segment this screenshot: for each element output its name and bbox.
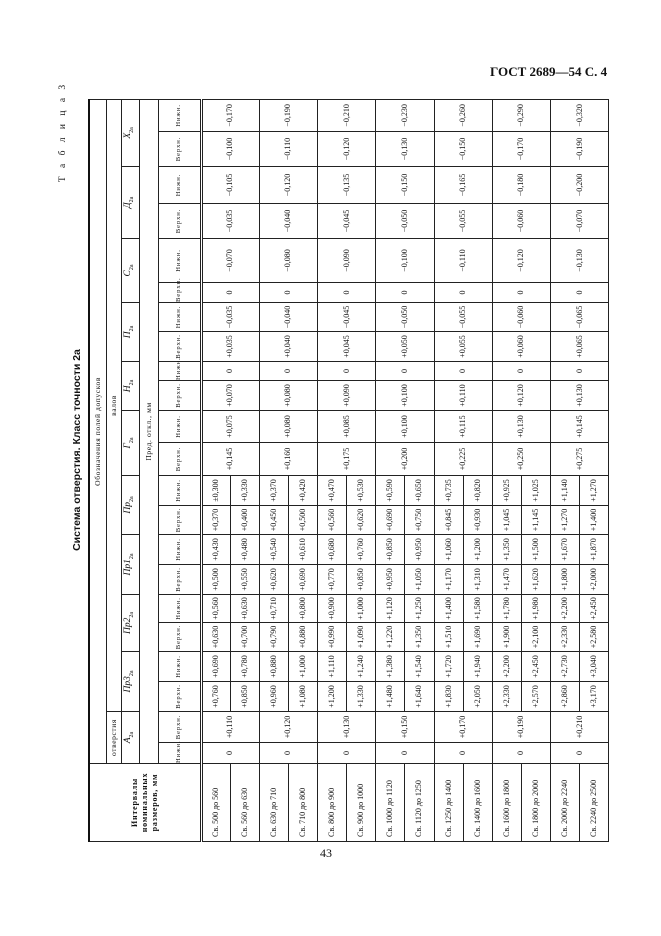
interval-cell: Св. 710 до 800: [288, 764, 317, 842]
symbol-main: Х: [123, 132, 134, 139]
page-number: 43: [320, 846, 332, 860]
shaft-deviation: 0: [376, 283, 434, 303]
table-label: Т а б л и ц а 3: [58, 81, 68, 183]
interval-cell: Св. 1000 до 1120: [376, 764, 405, 842]
press-fit-deviation: +1,350: [405, 623, 434, 652]
press-fit-deviation: +1,240: [347, 652, 376, 682]
press-fit-deviation: +1,690: [463, 623, 492, 652]
interval-cell: Св. 900 до 1000: [347, 764, 376, 842]
press-fit-deviation: +0,560: [201, 595, 230, 623]
shaft-deviation: −0,060: [492, 204, 550, 239]
field-symbol: [121, 652, 139, 712]
press-fit-deviation: +1,500: [522, 535, 551, 565]
field-symbol: [121, 535, 139, 595]
press-fit-deviation: +0,845: [434, 506, 463, 535]
symbol-subscript: 2а: [129, 553, 136, 560]
shaft-deviation: −0,190: [551, 132, 609, 167]
upper-deviation-label: Верхн.: [158, 332, 201, 362]
press-fit-deviation: +2,730: [551, 652, 580, 682]
press-fit-deviation: +2,100: [522, 623, 551, 652]
press-fit-deviation: +1,050: [405, 565, 434, 595]
press-fit-deviation: +0,700: [230, 623, 259, 652]
symbol-main: Пр1: [123, 559, 134, 576]
press-fit-deviation: +1,080: [288, 682, 317, 712]
press-fit-deviation: +3,170: [580, 682, 609, 712]
press-fit-deviation: +1,170: [434, 565, 463, 595]
shaft-deviation: 0: [318, 362, 376, 381]
shaft-deviation: −0,035: [201, 204, 259, 239]
hole-lower-deviation: 0: [318, 743, 376, 764]
shaft-deviation: +0,200: [376, 443, 434, 476]
hole-lower-deviation: 0: [376, 743, 434, 764]
upper-deviation-label: Верхн.: [158, 623, 201, 652]
press-fit-deviation: +1,000: [347, 595, 376, 623]
shaft-deviation: +0,070: [201, 381, 259, 411]
press-fit-deviation: +0,790: [259, 623, 288, 652]
press-fit-deviation: +1,025: [522, 476, 551, 506]
shaft-deviation: +0,045: [318, 332, 376, 362]
shafts-header: валов: [106, 99, 121, 711]
symbol-subscript: 2а: [129, 379, 136, 386]
hole-upper-deviation: +0,190: [492, 712, 550, 743]
table-row: [492, 99, 521, 841]
press-fit-deviation: +0,735: [434, 476, 463, 506]
shaft-deviation: −0,080: [259, 239, 317, 283]
interval-cell: Св. 1800 до 2000: [522, 764, 551, 842]
lower-deviation-label: Нижн.: [158, 239, 201, 283]
press-fit-deviation: +0,690: [288, 565, 317, 595]
shaft-deviation: −0,100: [201, 132, 259, 167]
shaft-deviation: 0: [201, 283, 259, 303]
shaft-deviation: +0,050: [376, 332, 434, 362]
press-fit-deviation: +0,630: [201, 623, 230, 652]
press-fit-deviation: +0,960: [259, 682, 288, 712]
press-fit-deviation: +1,120: [376, 595, 405, 623]
upper-deviation-label: Верхн.: [158, 204, 201, 239]
press-fit-deviation: +1,090: [347, 623, 376, 652]
press-fit-deviation: +2,200: [551, 595, 580, 623]
shaft-deviation: −0,105: [201, 167, 259, 204]
hole-lower-deviation: 0: [492, 743, 550, 764]
hole-upper-deviation: +0,110: [201, 712, 259, 743]
press-fit-deviation: +1,580: [463, 595, 492, 623]
press-fit-deviation: +1,620: [522, 565, 551, 595]
press-fit-deviation: +1,940: [463, 652, 492, 682]
press-fit-deviation: +0,630: [230, 595, 259, 623]
press-fit-deviation: +1,380: [376, 652, 405, 682]
symbol-main: Пр: [123, 502, 134, 514]
field-symbol: [121, 411, 139, 476]
symbol-main: A: [123, 737, 134, 744]
shaft-deviation: −0,050: [376, 204, 434, 239]
press-fit-deviation: +0,930: [463, 506, 492, 535]
field-symbol: [121, 476, 139, 535]
press-fit-deviation: +0,760: [347, 535, 376, 565]
symbol-main: Пр3: [123, 676, 134, 693]
shaft-deviation: −0,210: [318, 99, 376, 131]
shaft-deviation: −0,130: [551, 239, 609, 283]
table-row: [318, 99, 347, 841]
press-fit-deviation: +0,710: [259, 595, 288, 623]
shaft-deviation: +0,145: [551, 411, 609, 443]
press-fit-deviation: +1,350: [492, 535, 521, 565]
shaft-deviation: +0,115: [434, 411, 492, 443]
press-fit-deviation: +2,000: [580, 565, 609, 595]
press-fit-deviation: +0,880: [288, 623, 317, 652]
press-fit-deviation: +1,540: [405, 652, 434, 682]
shaft-deviation: −0,260: [434, 99, 492, 131]
shaft-deviation: −0,120: [259, 167, 317, 204]
press-fit-deviation: +0,560: [318, 506, 347, 535]
intervals-header: Интервалы номинальных размеров, мм: [89, 764, 201, 842]
symbol-main: Г: [123, 443, 134, 449]
press-fit-deviation: +0,750: [405, 506, 434, 535]
shaft-deviation: −0,290: [492, 99, 550, 131]
press-fit-deviation: +2,330: [551, 623, 580, 652]
press-fit-deviation: +0,550: [230, 565, 259, 595]
press-fit-deviation: +0,590: [376, 476, 405, 506]
press-fit-deviation: +1,980: [522, 595, 551, 623]
page-header: ГОСТ 2689—54 С. 4: [490, 64, 608, 79]
press-fit-deviation: +1,270: [551, 506, 580, 535]
interval-cell: Св. 1400 до 1600: [463, 764, 492, 842]
shaft-deviation: −0,045: [318, 204, 376, 239]
press-fit-deviation: +0,610: [288, 535, 317, 565]
press-fit-deviation: +0,990: [318, 623, 347, 652]
upper-deviation-label: Верхн.: [158, 565, 201, 595]
shaft-deviation: −0,200: [551, 167, 609, 204]
press-fit-deviation: +1,480: [376, 682, 405, 712]
symbol-main: П: [123, 331, 134, 339]
lower-deviation-label: Нижн.: [158, 476, 201, 506]
shaft-deviation: −0,050: [376, 303, 434, 332]
interval-cell: Св. 630 до 710: [259, 764, 288, 842]
symbol-subscript: 2а: [129, 325, 136, 332]
shaft-deviation: +0,100: [376, 411, 434, 443]
hole-lower-deviation: 0: [434, 743, 492, 764]
lower-deviation-label: Нижн.: [158, 535, 201, 565]
lower-deviation-label: Нижн.: [158, 411, 201, 443]
shaft-deviation: −0,230: [376, 99, 434, 131]
table-row: [551, 99, 580, 841]
press-fit-deviation: +1,330: [347, 682, 376, 712]
press-fit-deviation: +1,110: [318, 652, 347, 682]
shaft-deviation: +0,080: [259, 381, 317, 411]
press-fit-deviation: +0,880: [259, 652, 288, 682]
press-fit-deviation: +0,500: [201, 565, 230, 595]
shaft-deviation: −0,065: [551, 303, 609, 332]
press-fit-deviation: +0,820: [463, 476, 492, 506]
shaft-deviation: +0,060: [492, 332, 550, 362]
symbol-subscript: 2а: [129, 611, 136, 618]
table-row: [434, 99, 463, 841]
shaft-deviation: +0,075: [201, 411, 259, 443]
upper-deviation-label: Верхн.: [158, 443, 201, 476]
shaft-deviation: +0,100: [376, 381, 434, 411]
table-row: [259, 99, 288, 841]
press-fit-deviation: +0,450: [259, 506, 288, 535]
press-fit-deviation: +0,950: [376, 565, 405, 595]
press-fit-deviation: +1,310: [463, 565, 492, 595]
shaft-deviation: +0,085: [318, 411, 376, 443]
press-fit-deviation: +1,640: [405, 682, 434, 712]
press-fit-deviation: +3,040: [580, 652, 609, 682]
press-fit-deviation: +0,780: [230, 652, 259, 682]
press-fit-deviation: +1,800: [551, 565, 580, 595]
symbol-subscript: 2а: [129, 437, 136, 444]
rotated-table-wrapper: [88, 100, 608, 842]
press-fit-deviation: ±0,300: [201, 476, 230, 506]
shaft-deviation: −0,150: [376, 167, 434, 204]
hole-upper-deviation: +0,170: [434, 712, 492, 743]
press-fit-deviation: +0,950: [405, 535, 434, 565]
press-fit-deviation: +1,200: [463, 535, 492, 565]
upper-deviation-label: Верхн.: [158, 381, 201, 411]
shaft-deviation: −0,055: [434, 303, 492, 332]
press-fit-deviation: +1,670: [551, 535, 580, 565]
table-row: [201, 99, 230, 841]
press-fit-deviation: +2,200: [492, 652, 521, 682]
shaft-deviation: −0,060: [492, 303, 550, 332]
shaft-deviation: +0,080: [259, 411, 317, 443]
press-fit-deviation: +0,760: [201, 682, 230, 712]
interval-cell: Св. 2240 до 2500: [580, 764, 609, 842]
press-fit-deviation: +0,800: [288, 595, 317, 623]
field-symbol: [121, 362, 139, 411]
press-fit-deviation: +0,680: [318, 535, 347, 565]
shaft-deviation: +0,145: [201, 443, 259, 476]
upper-deviation-label: Верхн.: [158, 506, 201, 535]
shaft-deviation: +0,055: [434, 332, 492, 362]
shaft-deviation: +0,065: [551, 332, 609, 362]
hole-lower-deviation: 0: [201, 743, 259, 764]
table-row: [376, 99, 405, 841]
deviations-header: Пред. откл., мм: [139, 99, 158, 763]
interval-cell: Св. 800 до 900: [318, 764, 347, 842]
shaft-deviation: −0,035: [201, 303, 259, 332]
shaft-deviation: +0,130: [492, 411, 550, 443]
shaft-deviation: 0: [492, 283, 550, 303]
press-fit-deviation: +0,540: [259, 535, 288, 565]
shaft-deviation: +0,090: [318, 381, 376, 411]
field-symbol: [121, 99, 139, 166]
interval-cell: Св. 1250 до 1400: [434, 764, 463, 842]
upper-deviation-label: Верхн.: [158, 682, 201, 712]
press-fit-deviation: +1,000: [288, 652, 317, 682]
upper-deviation-label: Верхн.: [158, 712, 201, 743]
press-fit-deviation: +1,220: [376, 623, 405, 652]
upper-deviation-label: Верхн.: [158, 132, 201, 167]
press-fit-deviation: +0,620: [259, 565, 288, 595]
symbol-main: Д: [123, 202, 134, 209]
hole-upper-deviation: +0,130: [318, 712, 376, 743]
press-fit-deviation: +2,450: [522, 652, 551, 682]
field-symbol: [121, 167, 139, 239]
shaft-deviation: 0: [434, 362, 492, 381]
shaft-deviation: −0,100: [376, 239, 434, 283]
press-fit-deviation: +0,650: [405, 476, 434, 506]
press-fit-deviation: +0,850: [347, 565, 376, 595]
shaft-deviation: +0,175: [318, 443, 376, 476]
lower-deviation-label: Нижн.: [158, 595, 201, 623]
press-fit-deviation: +2,580: [580, 623, 609, 652]
interval-cell: Св. 1120 до 1250: [405, 764, 434, 842]
press-fit-deviation: +1,045: [492, 506, 521, 535]
shaft-deviation: −0,190: [259, 99, 317, 131]
hole-lower-deviation: 0: [259, 743, 317, 764]
shaft-deviation: −0,135: [318, 167, 376, 204]
press-fit-deviation: +2,330: [492, 682, 521, 712]
press-fit-deviation: +1,140: [551, 476, 580, 506]
press-fit-deviation: +1,720: [434, 652, 463, 682]
shaft-deviation: −0,055: [434, 204, 492, 239]
shaft-deviation: +0,040: [259, 332, 317, 362]
symbol-subscript: 2а: [129, 196, 136, 203]
press-fit-deviation: +0,770: [318, 565, 347, 595]
press-fit-deviation: +1,510: [434, 623, 463, 652]
symbol-subscript: 2а: [129, 496, 136, 503]
shaft-deviation: −0,180: [492, 167, 550, 204]
shaft-deviation: −0,150: [434, 132, 492, 167]
shaft-deviation: 0: [259, 362, 317, 381]
press-fit-deviation: +0,370: [201, 506, 230, 535]
press-fit-deviation: +1,400: [580, 506, 609, 535]
press-fit-deviation: +1,870: [580, 535, 609, 565]
shaft-deviation: +0,130: [551, 381, 609, 411]
press-fit-deviation: +1,780: [492, 595, 521, 623]
hole-upper-deviation: +0,150: [376, 712, 434, 743]
press-fit-deviation: +0,925: [492, 476, 521, 506]
shaft-deviation: −0,040: [259, 303, 317, 332]
press-fit-deviation: +0,690: [376, 506, 405, 535]
shaft-deviation: 0: [434, 283, 492, 303]
interval-cell: Св. 500 до 560: [201, 764, 230, 842]
field-symbol: [121, 303, 139, 362]
shaft-deviation: −0,090: [318, 239, 376, 283]
lower-deviation-label: Нижн.: [158, 743, 201, 764]
shaft-deviation: +0,110: [434, 381, 492, 411]
press-fit-deviation: +0,400: [230, 506, 259, 535]
field-symbol: [121, 595, 139, 652]
press-fit-deviation: +0,850: [376, 535, 405, 565]
press-fit-deviation: +1,145: [522, 506, 551, 535]
shaft-deviation: −0,130: [376, 132, 434, 167]
hole-lower-deviation: 0: [551, 743, 609, 764]
symbol-subscript: 2а: [129, 264, 136, 271]
table-title: Система отверстия. Класс точности 2а: [71, 349, 83, 551]
press-fit-deviation: +0,620: [347, 506, 376, 535]
shaft-deviation: 0: [201, 362, 259, 381]
symbol-main: Пр2: [123, 617, 134, 635]
symbol-subscript: 2а: [129, 731, 136, 738]
press-fit-deviation: +2,860: [551, 682, 580, 712]
lower-deviation-label: Нижн.: [158, 167, 201, 204]
press-fit-deviation: +2,570: [522, 682, 551, 712]
press-fit-deviation: +2,450: [580, 595, 609, 623]
shaft-deviation: +0,035: [201, 332, 259, 362]
shaft-deviation: −0,070: [201, 239, 259, 283]
interval-cell: Св. 2000 до 2240: [551, 764, 580, 842]
shaft-deviation: +0,160: [259, 443, 317, 476]
press-fit-deviation: +1,250: [405, 595, 434, 623]
shaft-deviation: −0,170: [492, 132, 550, 167]
press-fit-deviation: +0,370: [259, 476, 288, 506]
press-fit-deviation: +1,200: [318, 682, 347, 712]
shaft-deviation: −0,170: [201, 99, 259, 131]
press-fit-deviation: +1,270: [580, 476, 609, 506]
symbol-subscript: 2а: [129, 670, 136, 677]
symbol-main: С: [123, 270, 134, 277]
press-fit-deviation: +0,850: [230, 682, 259, 712]
shaft-deviation: −0,070: [551, 204, 609, 239]
lower-deviation-label: Нижн.: [158, 652, 201, 682]
press-fit-deviation: +0,500: [288, 506, 317, 535]
upper-deviation-label: Верхн.: [158, 283, 201, 303]
shaft-deviation: −0,120: [492, 239, 550, 283]
press-fit-deviation: +2,050: [463, 682, 492, 712]
press-fit-deviation: +0,480: [230, 535, 259, 565]
shaft-deviation: +0,225: [434, 443, 492, 476]
field-symbol: [121, 712, 139, 764]
symbol-main: Н: [123, 385, 134, 393]
press-fit-deviation: +0,430: [201, 535, 230, 565]
press-fit-deviation: +1,900: [492, 623, 521, 652]
press-fit-deviation: +0,900: [318, 595, 347, 623]
symbol-subscript: 2а: [129, 127, 136, 133]
shaft-deviation: +0,275: [551, 443, 609, 476]
lower-deviation-label: Нижн.: [158, 99, 201, 131]
press-fit-deviation: +0,530: [347, 476, 376, 506]
press-fit-deviation: +1,060: [434, 535, 463, 565]
shaft-deviation: −0,165: [434, 167, 492, 204]
shaft-deviation: +0,120: [492, 381, 550, 411]
shaft-deviation: −0,040: [259, 204, 317, 239]
holes-header: отверстия: [106, 712, 121, 764]
press-fit-deviation: +0,420: [288, 476, 317, 506]
shaft-deviation: 0: [551, 362, 609, 381]
shaft-deviation: −0,120: [318, 132, 376, 167]
press-fit-deviation: +0,690: [201, 652, 230, 682]
shaft-deviation: 0: [551, 283, 609, 303]
hole-upper-deviation: +0,210: [551, 712, 609, 743]
interval-cell: Св. 1600 до 1800: [492, 764, 521, 842]
press-fit-deviation: +1,470: [492, 565, 521, 595]
shaft-deviation: −0,110: [259, 132, 317, 167]
shaft-deviation: −0,320: [551, 99, 609, 131]
field-symbol: [121, 239, 139, 303]
press-fit-deviation: +0,330: [230, 476, 259, 506]
shaft-deviation: 0: [376, 362, 434, 381]
shaft-deviation: 0: [492, 362, 550, 381]
press-fit-deviation: +0,470: [318, 476, 347, 506]
press-fit-deviation: +1,400: [434, 595, 463, 623]
press-fit-deviation: +1,830: [434, 682, 463, 712]
shaft-deviation: −0,110: [434, 239, 492, 283]
tolerance-table: [88, 99, 609, 842]
lower-deviation-label: Нижн.: [158, 362, 201, 381]
designations-header: Обозначения полей допусков: [89, 99, 106, 763]
interval-cell: Св. 560 до 630: [230, 764, 259, 842]
shaft-deviation: 0: [259, 283, 317, 303]
hole-upper-deviation: +0,120: [259, 712, 317, 743]
shaft-deviation: 0: [318, 283, 376, 303]
lower-deviation-label: Нижн.: [158, 303, 201, 332]
shaft-deviation: −0,045: [318, 303, 376, 332]
shaft-deviation: +0,250: [492, 443, 550, 476]
